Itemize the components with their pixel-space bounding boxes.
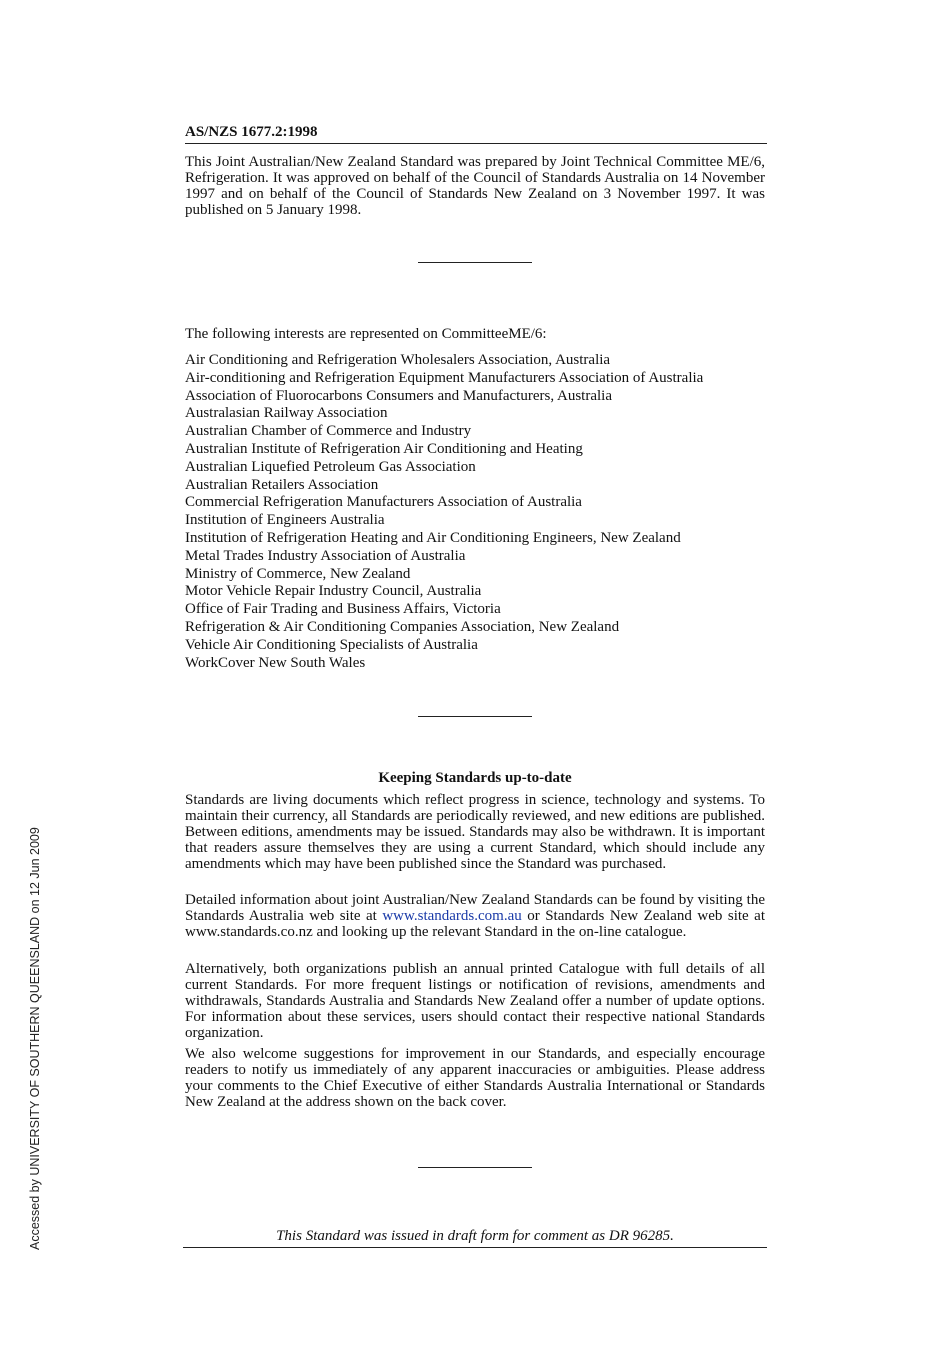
preparation-note: This Joint Australian/New Zealand Standard was prepared by Joint Technical Committee ME/6, Refrigeration. It was approved on behalf of the Council of Standards Australia on 14 November 1997 and on behalf of the Council of Standards New Zealand on 3 November 1997. It was published on 5 January 1998. [185,154,765,218]
committee-members-list [185,352,765,672]
standards-web-link[interactable]: www.standards.com.au [382,908,522,924]
list-item: Australian Liquefied Petroleum Gas Association [185,458,476,475]
list-item: Ministry of Commerce, New Zealand [185,565,411,582]
divider [418,262,532,263]
list-item: Office of Fair Trading and Business Affairs, Victoria [185,601,501,618]
list-item: Institution of Refrigeration Heating and Air Conditioning Engineers, New Zealand [185,529,681,546]
list-item: Vehicle Air Conditioning Specialists of Australia [185,636,478,653]
list-item: Australasian Railway Association [185,405,388,422]
list-item: Metal Trades Industry Association of Australia [185,547,466,564]
list-item: Australian Retailers Association [185,476,379,493]
section-heading: Keeping Standards up-to-date [378,770,572,786]
standard-code: AS/NZS 1677.2:1998 [185,124,767,144]
list-item: Institution of Engineers Australia [185,512,385,529]
paragraph-living-documents: Standards are living documents which reflect progress in science, technology and systems. To maintain their currency, all Standards are periodically reviewed, and new editions are published. Between editions, amendments may be issued. Standards may also be withdrawn. It is important that readers assure themselves they are using a current Standard, which should include any amendments which may have been published since the Standard was purchased. [185,792,765,872]
list-item: Commercial Refrigeration Manufacturers Association of Australia [185,494,582,511]
list-item: Association of Fluorocarbons Consumers and Manufacturers, Australia [185,387,612,404]
list-item: WorkCover New South Wales [185,654,366,671]
list-item: Australian Institute of Refrigeration Air Conditioning and Heating [185,440,583,457]
list-item: Australian Chamber of Commerce and Industry [185,423,472,440]
paragraph-text: or Standards New Zealand web site at www.standards.co.nz and looking up the relevant Standard in the on-line catalogue. [185,908,765,940]
draft-note: This Standard was issued in draft form for comment as DR 96285. [183,1228,767,1248]
divider [418,1167,532,1168]
list-item: Refrigeration & Air Conditioning Companies Association, New Zealand [185,618,620,635]
list-item: Air-conditioning and Refrigeration Equipment Manufacturers Association of Australia [185,369,704,386]
paragraph-suggestions: We also welcome suggestions for improvement in our Standards, and especially encourage readers to notify us immediately of any apparent inaccuracies or ambiguities. Please address your comments to the Chief Executive of either Standards Australia International or Standards New Zealand at the address shown on the back cover. [185,1046,765,1110]
committee-intro: The following interests are represented on CommitteeME/6: [185,326,547,342]
list-item: Air Conditioning and Refrigeration Wholesalers Association, Australia [185,352,611,368]
paragraph-text: Detailed information about joint Australian/New Zealand Standards can be found by visiting the Standards Australia web site at [185,892,765,924]
paragraph-web-info [185,892,765,940]
list-item: Motor Vehicle Repair Industry Council, Australia [185,583,482,600]
access-watermark: Accessed by UNIVERSITY OF SOUTHERN QUEENSLAND on 12 Jun 2009 [28,827,42,1250]
divider [418,716,532,717]
paragraph-catalogue: Alternatively, both organizations publish an annual printed Catalogue with full details of all current Standards. For more frequent listings or notification of revisions, amendments and withdrawals, Standards Australia and Standards New Zealand offer a number of update options. For information about these services, users should contact their respective national Standards organization. [185,961,765,1041]
